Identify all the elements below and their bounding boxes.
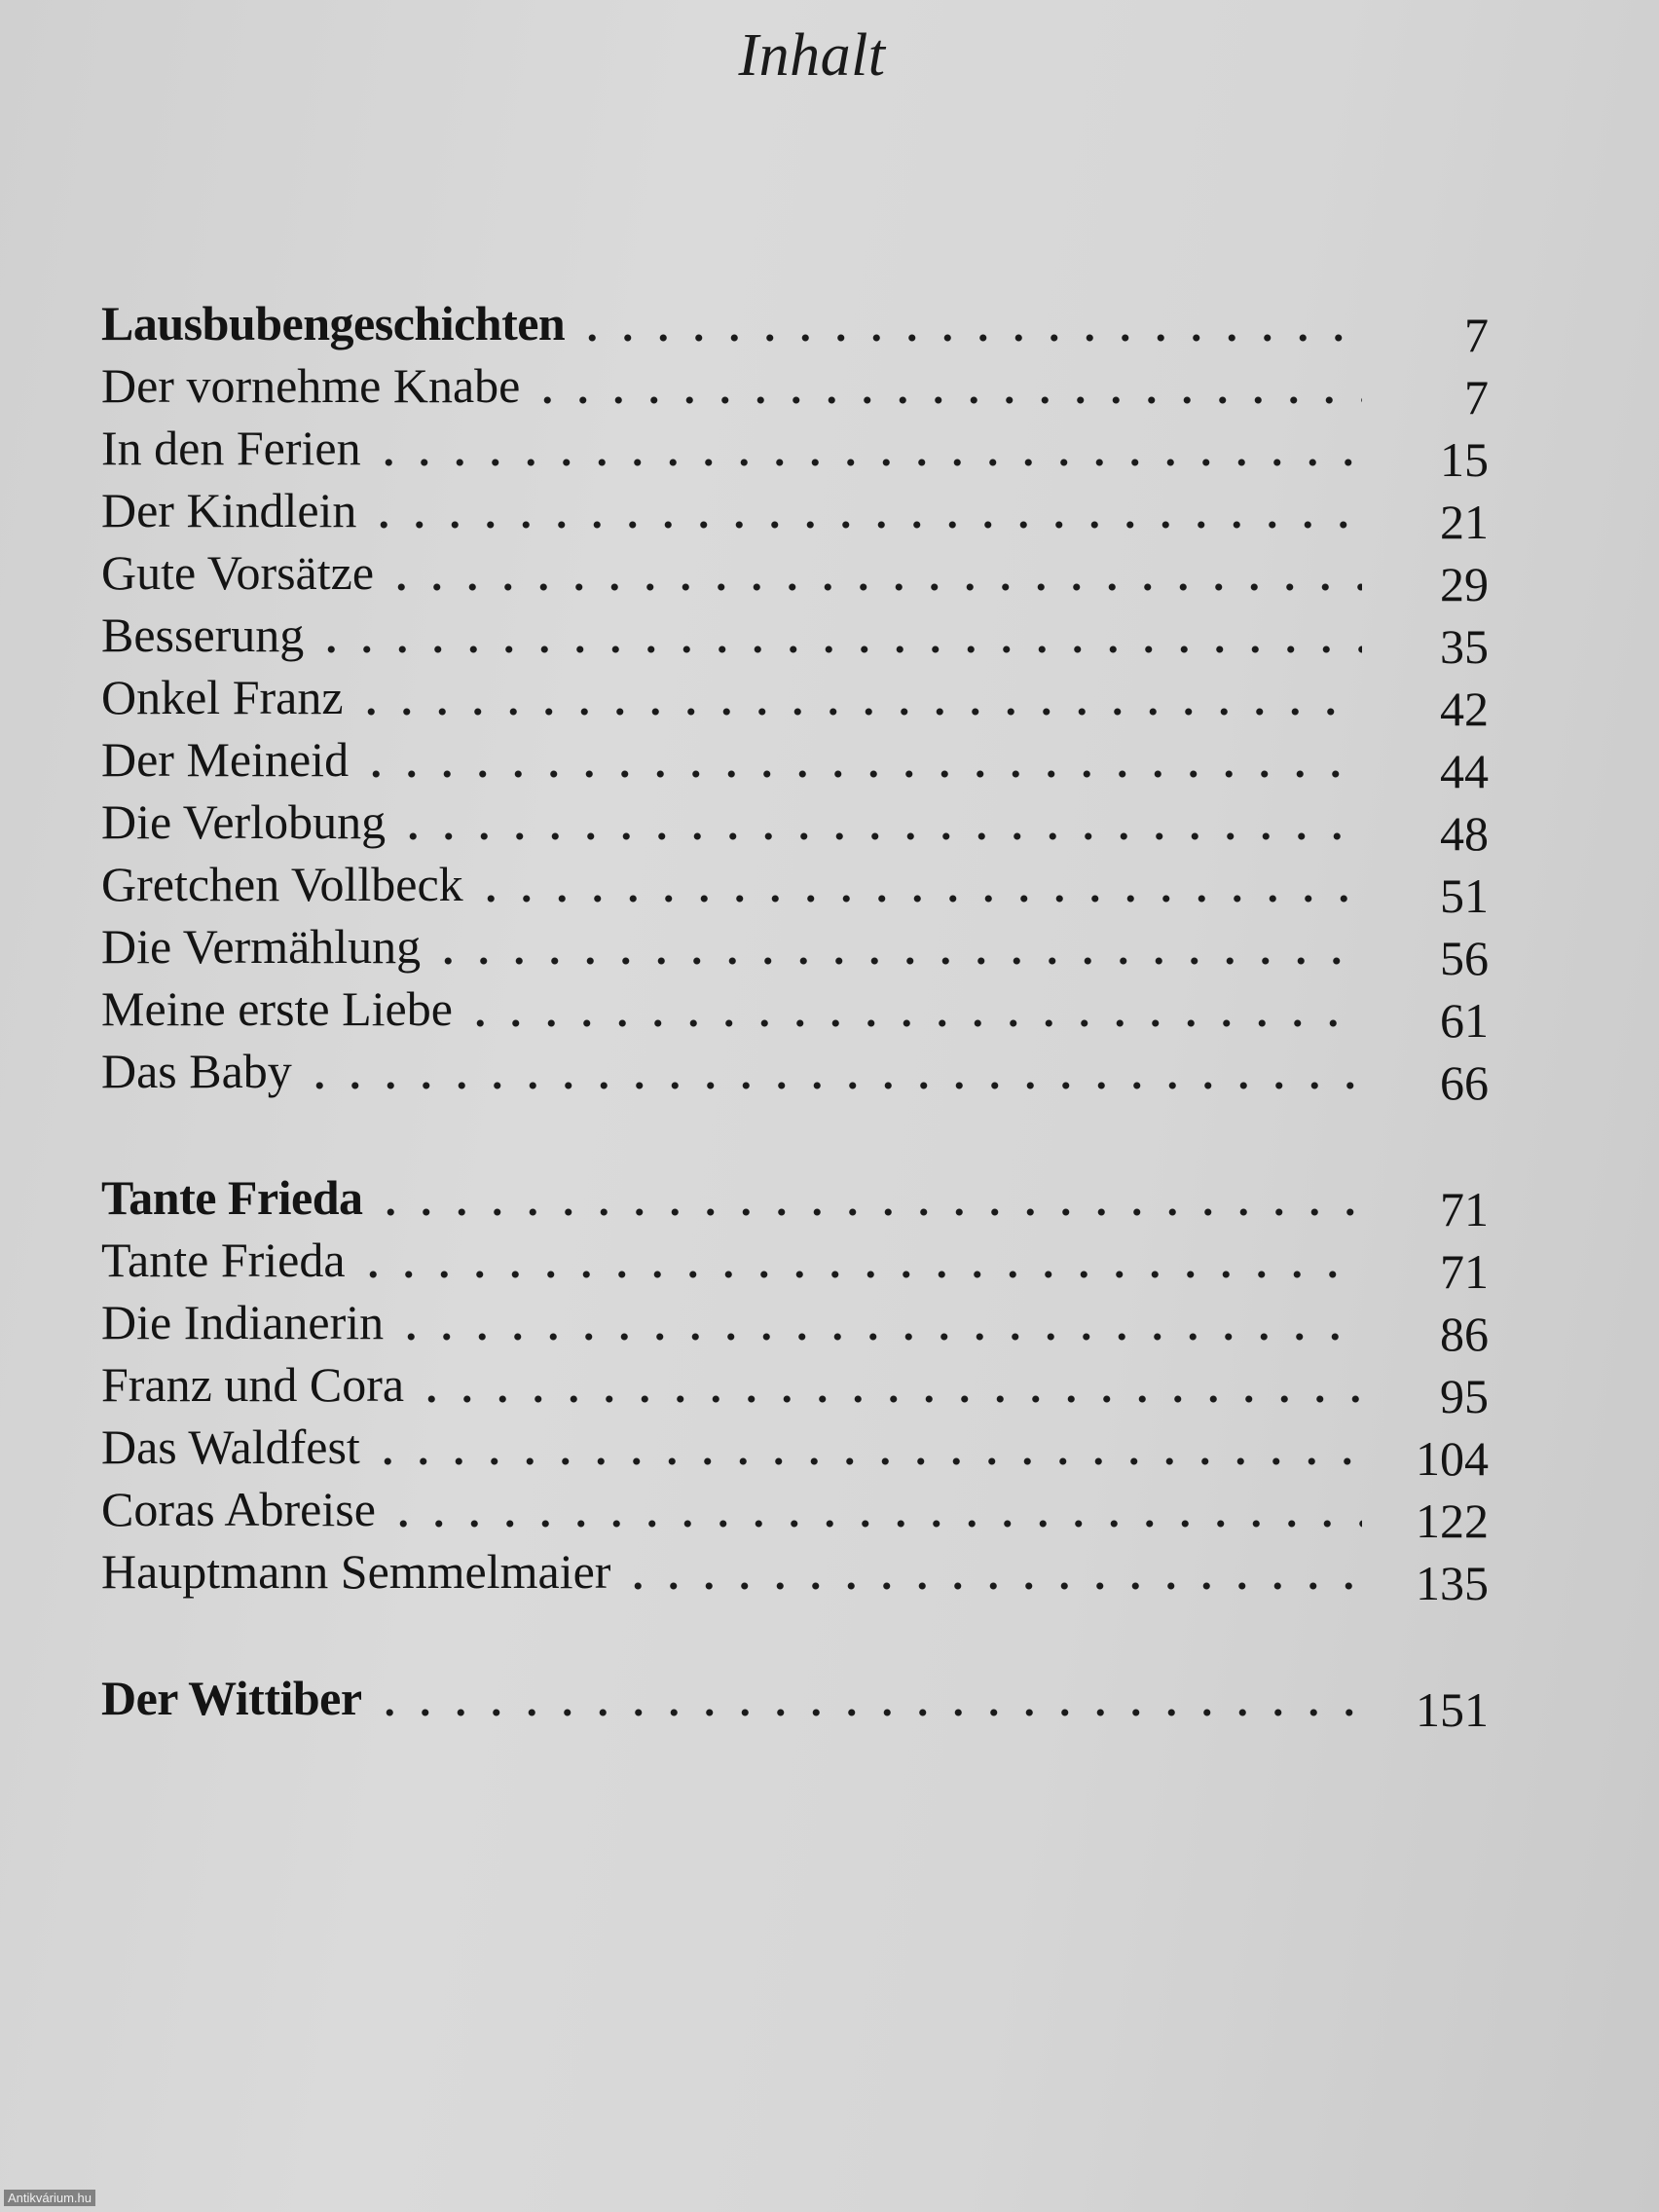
toc-section: [101, 1652, 1489, 1737]
page-number: 7: [1464, 370, 1489, 424]
entry-title: Hauptmann Semmelmaier: [101, 1544, 611, 1599]
dot-leader: [358, 725, 1362, 788]
toc-section: [101, 277, 1489, 1110]
section-title: Lausbubengeschichten: [101, 296, 566, 350]
dot-leader: [372, 1664, 1362, 1726]
table-of-contents: [101, 277, 1489, 1779]
dot-leader: [353, 663, 1362, 725]
page-number: 15: [1440, 432, 1489, 487]
entry-title: Der Meineid: [101, 732, 350, 787]
entry-title: Die Indianerin: [101, 1295, 385, 1349]
page-number: 7: [1464, 308, 1489, 362]
page-number: 86: [1440, 1307, 1489, 1361]
dot-leader: [384, 538, 1362, 601]
toc-section-heading: [101, 1652, 1489, 1737]
entry-title: Die Verlobung: [101, 794, 387, 849]
page-number: 95: [1440, 1369, 1489, 1423]
page-number: 135: [1416, 1556, 1489, 1610]
page-number: 151: [1416, 1682, 1489, 1737]
section-title: Der Wittiber: [101, 1671, 362, 1725]
page-number: 122: [1416, 1493, 1489, 1548]
dot-leader: [373, 1163, 1362, 1226]
entry-title: Franz und Cora: [101, 1357, 405, 1412]
entry-title: Besserung: [101, 608, 305, 662]
page-number: 71: [1440, 1182, 1489, 1236]
entry-title: In den Ferien: [101, 421, 361, 475]
page-number: 35: [1440, 619, 1489, 674]
page-number: 44: [1440, 744, 1489, 798]
entry-title: Die Vermählung: [101, 919, 422, 974]
page-number: 56: [1440, 931, 1489, 985]
dot-leader: [302, 1037, 1362, 1099]
dot-leader: [370, 1413, 1362, 1475]
dot-leader: [386, 1475, 1362, 1537]
entry-title: Onkel Franz: [101, 670, 344, 724]
dot-leader: [530, 351, 1362, 414]
page-number: 104: [1416, 1431, 1489, 1486]
page-number: 51: [1440, 868, 1489, 923]
entry-title: Der vornehme Knabe: [101, 358, 521, 413]
dot-leader: [620, 1537, 1362, 1600]
entry-title: Das Baby: [101, 1044, 292, 1098]
section-title: Tante Frieda: [101, 1170, 363, 1225]
dot-leader: [355, 1226, 1362, 1288]
entry-title: Coras Abreise: [101, 1482, 376, 1536]
toc-section-heading: [101, 277, 1489, 362]
watermark: Antikvárium.hu: [4, 2190, 95, 2206]
entry-title: Der Kindlein: [101, 483, 357, 537]
entry-title: Gute Vorsätze: [101, 545, 375, 600]
page-number: 42: [1440, 682, 1489, 736]
dot-leader: [462, 975, 1362, 1037]
dot-leader: [574, 289, 1362, 351]
page-number: 48: [1440, 806, 1489, 861]
page-number: 21: [1440, 495, 1489, 549]
dot-leader: [473, 850, 1362, 912]
page-number: 29: [1440, 557, 1489, 611]
entry-title: Gretchen Vollbeck: [101, 857, 463, 911]
dot-leader: [395, 788, 1362, 850]
page-title: Inhalt: [738, 22, 886, 89]
page-number: 61: [1440, 993, 1489, 1048]
toc-section: [101, 1152, 1489, 1610]
page-number: 71: [1440, 1244, 1489, 1299]
dot-leader: [414, 1350, 1362, 1413]
entry-title: Meine erste Liebe: [101, 981, 453, 1036]
entry-title: Das Waldfest: [101, 1419, 360, 1474]
toc-section-heading: [101, 1152, 1489, 1236]
entry-title: Tante Frieda: [101, 1233, 346, 1287]
dot-leader: [371, 414, 1362, 476]
dot-leader: [430, 912, 1362, 975]
dot-leader: [393, 1288, 1362, 1350]
page-number: 66: [1440, 1055, 1489, 1110]
dot-leader: [366, 476, 1362, 538]
dot-leader: [313, 601, 1362, 663]
